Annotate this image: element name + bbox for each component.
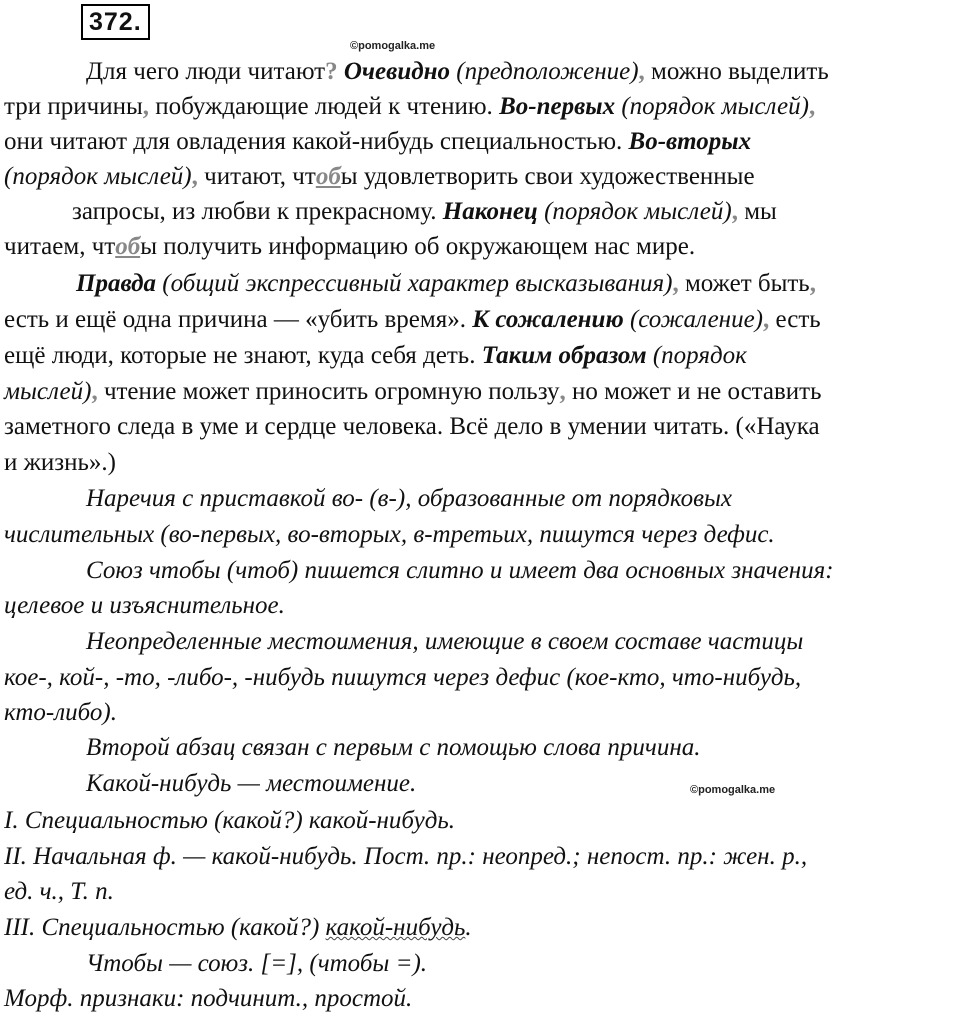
text-line: мыслей), чтение может приносить огромную пользу, но может и не оставить <box>4 378 822 405</box>
note-line: Какой-нибудь — местоимение. <box>86 770 417 797</box>
note-line: числительных (во-первых, во-вторых, в-третьих, пишутся через дефис. <box>4 521 775 548</box>
text-line: и жизнь».) <box>4 449 117 476</box>
text-line: заметного следа в уме и сердце человека. Всё дело в умении читать. («Наука <box>4 413 820 440</box>
note-line: целевое и изъяснительное. <box>4 592 285 619</box>
highlighted-letters: об <box>115 233 141 260</box>
text-line: три причины, побуждающие людей к чтению. Во-первых (порядок мыслей), <box>4 93 816 120</box>
wavy-underlined-word: какой-нибудь <box>325 914 466 941</box>
exercise-number: 372. <box>81 4 150 40</box>
watermark: ©pomogalka.me <box>690 784 776 796</box>
analysis-line: II. Начальная ф. — какой-нибудь. Пост. пр.: неопред.; непост. пр.: жен. р., <box>4 843 808 870</box>
analysis-line: ед. ч., Т. п. <box>4 878 114 905</box>
highlighted-letters: об <box>315 163 341 190</box>
text-line: ещё люди, которые не знают, куда себя деть. Таким образом (порядок <box>4 342 747 369</box>
text-line: Правда (общий экспрессивный характер высказывания), может быть, <box>76 270 816 297</box>
note-line: Второй абзац связан с первым с помощью слова причина. <box>86 734 701 761</box>
note-line: Неопределенные местоимения, имеющие в своем составе частицы <box>86 628 804 655</box>
note-line: кое-, кой-, -то, -либо-, -нибудь пишутся через дефис (кое-кто, что-нибудь, <box>4 664 802 691</box>
watermark: ©pomogalka.me <box>350 40 436 52</box>
text-line: они читают для овладения какой-нибудь специальностью. Во-вторых <box>4 128 752 155</box>
text-line: есть и ещё одна причина — «убить время». К сожалению (сожаление), есть <box>4 306 821 333</box>
analysis-line: Чтобы — союз. [=], (чтобы =). <box>86 950 428 977</box>
text-line: (порядок мыслей), читают, чтобы удовлетворить свои художественные <box>4 163 755 190</box>
analysis-line: I. Специальностью (какой?) какой-нибудь. <box>4 807 455 834</box>
text-line: Для чего люди читают? Очевидно (предположение), можно выделить <box>86 58 829 85</box>
note-line: Союз чтобы (чтоб) пишется слитно и имеет два основных значения: <box>86 557 834 584</box>
text-line: запросы, из любви к прекрасному. Наконец (порядок мыслей), мы <box>72 198 777 225</box>
text-line: читаем, чтобы получить информацию об окружающем нас мире. <box>4 233 696 260</box>
note-line: кто-либо). <box>4 699 117 726</box>
note-line: Наречия с приставкой во- (в-), образованные от порядковых <box>86 485 732 512</box>
analysis-line: Морф. признаки: подчинит., простой. <box>4 985 413 1012</box>
analysis-line: III. Специальностью (какой?) какой-нибудь. <box>4 914 472 941</box>
